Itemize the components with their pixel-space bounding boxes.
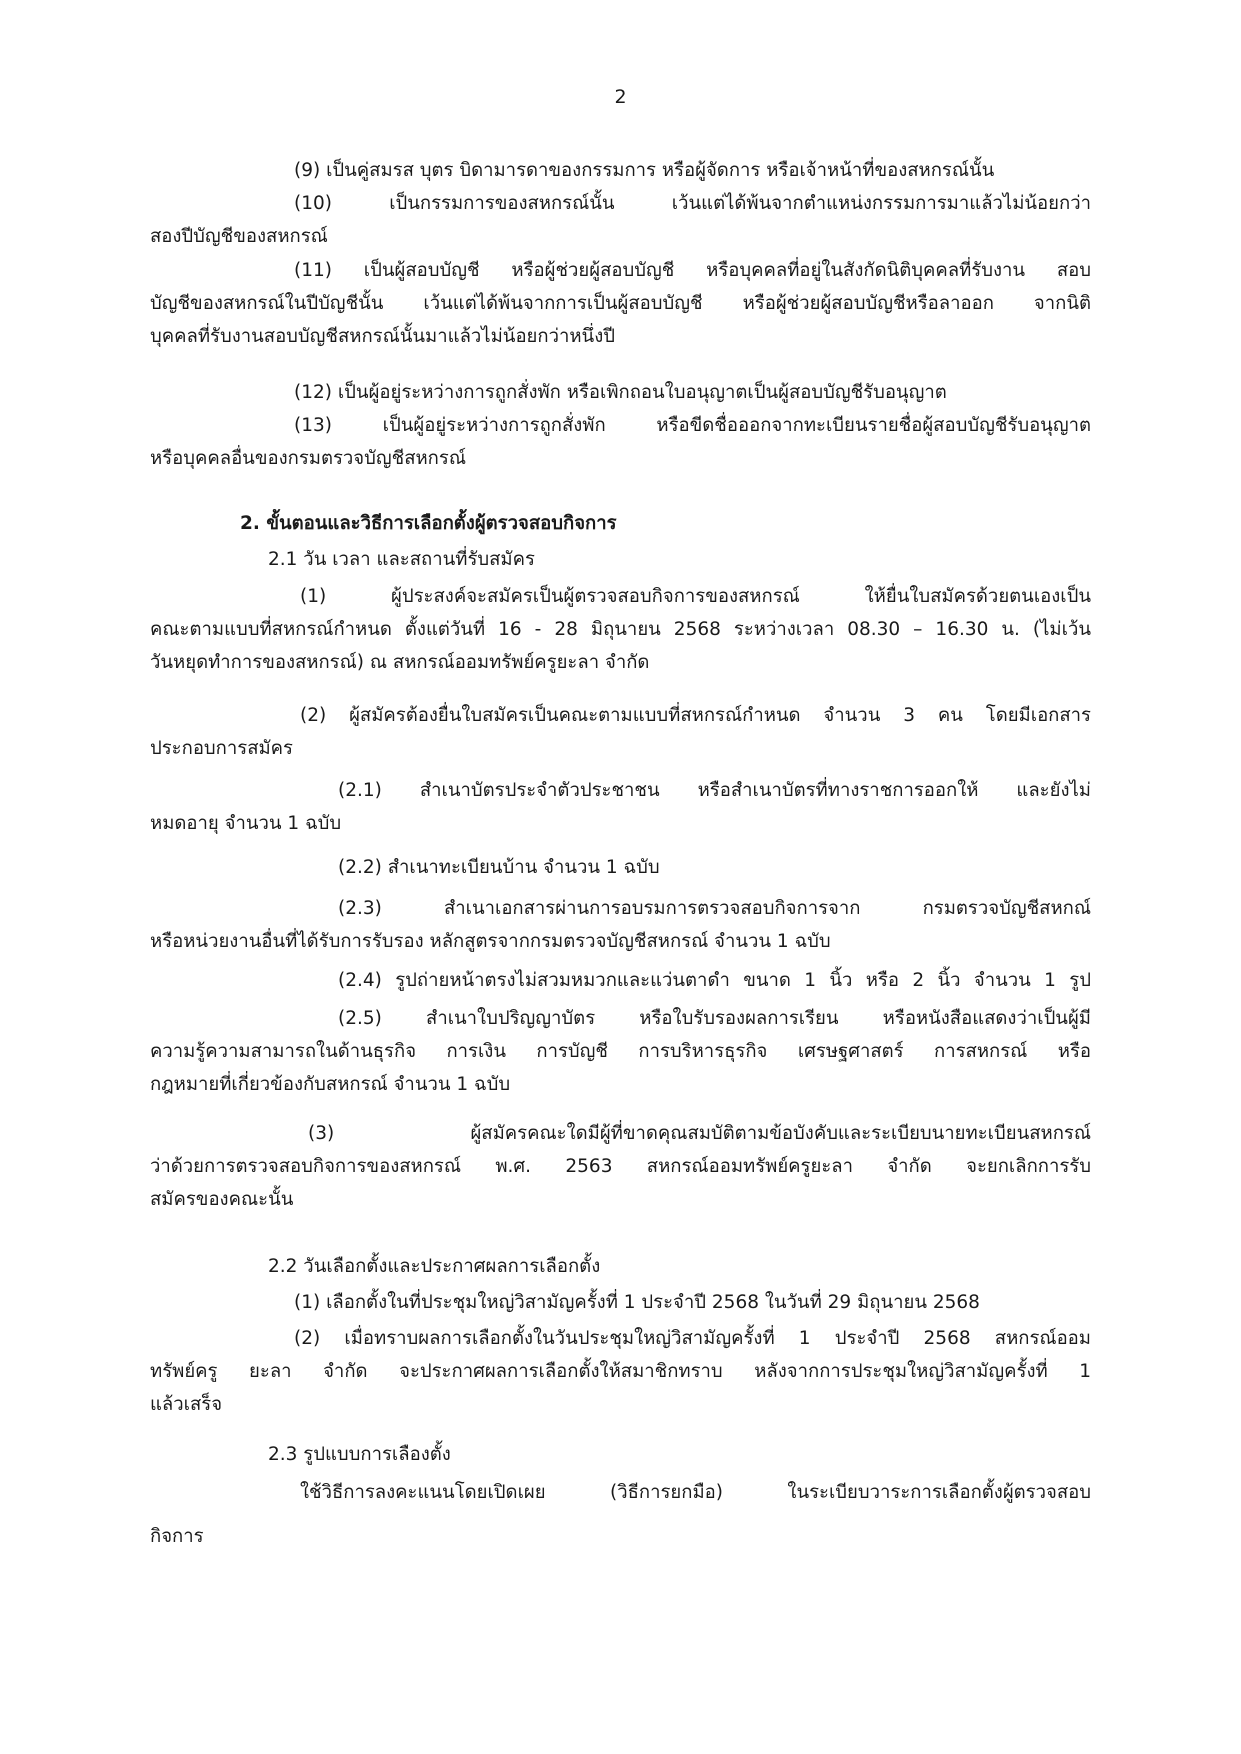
subsection-2-2-heading: 2.2 วันเลือกตั้งและประกาศผลการเลือกตั้ง [268, 1256, 601, 1277]
clause-9: (9) เป็นคู่สมรส บุตร บิดามารดาของกรรมการ หรือผู้จัดการ หรือเจ้าหน้าที่ของสหกรณ์นั้น [294, 160, 995, 181]
clause-10-line-1: (10) เป็นกรรมการของสหกรณ์นั้น เว้นแต่ได้พ้นจากตำแหน่งกรรมการมาแล้วไม่น้อยกว่า [294, 193, 1091, 214]
item-3-line-2: ว่าด้วยการตรวจสอบกิจการของสหกรณ์ พ.ศ. 2563 สหกรณ์ออมทรัพย์ครูยะลา จำกัด จะยกเลิกการรับ [150, 1156, 1091, 1177]
subsection-2-1-heading: 2.1 วัน เวลา และสถานที่รับสมัคร [268, 549, 535, 570]
clause-11-line-1: (11) เป็นผู้สอบบัญชี หรือผู้ช่วยผู้สอบบัญชี หรือบุคคลที่อยู่ในสังกัดนิติบุคคลที่รับงาน สอบ [294, 260, 1091, 281]
item-2-2-2-line-2: ทรัพย์ครู ยะลา จำกัด จะประกาศผลการเลือกตั้งให้สมาชิกทราบ หลังจากการประชุมใหญ่วิสามัญครั้งที่ 1 [150, 1361, 1091, 1382]
item-1-line-3: วันหยุดทำการของสหกรณ์) ณ สหกรณ์ออมทรัพย์ครูยะลา จำกัด [150, 652, 650, 673]
item-2-line-2: ประกอบการสมัคร [150, 738, 293, 759]
item-2-3-line-1: (2.3) สำเนาเอกสารผ่านการอบรมการตรวจสอบกิจการจาก กรมตรวจบัญชีสหกณ์ [338, 898, 1091, 919]
item-2-5-line-3: กฎหมายที่เกี่ยวข้องกับสหกรณ์ จำนวน 1 ฉบับ [150, 1074, 511, 1095]
item-3-line-1: (3) ผู้สมัครคณะใดมีผู้ที่ขาดคุณสมบัติตามข้อบังคับและระเบียบนายทะเบียนสหกรณ์ [308, 1123, 1091, 1144]
clause-13-line-1: (13) เป็นผู้อยู่ระหว่างการถูกสั่งพัก หรือขีดชื่อออกจากทะเบียนรายชื่อผู้สอบบัญชีรับอนุญาต [294, 415, 1091, 436]
clause-11-line-3: บุคคลที่รับงานสอบบัญชีสหกรณ์นั้นมาแล้วไม่น้อยกว่าหนึ่งปี [150, 326, 615, 347]
item-2-1-line-1: (2.1) สำเนาบัตรประจำตัวประชาชน หรือสำเนาบัตรที่ทางราชการออกให้ และยังไม่ [338, 780, 1091, 801]
clause-12: (12) เป็นผู้อยู่ระหว่างการถูกสั่งพัก หรือเพิกถอนใบอนุญาตเป็นผู้สอบบัญชีรับอนุญาต [294, 382, 947, 403]
item-2-3-line-2: กิจการ [150, 1526, 204, 1547]
item-2-5-line-2: ความรู้ความสามารถในด้านธุรกิจ การเงิน การบัญชี การบริหารธุรกิจ เศรษฐศาสตร์ การสหกรณ์ หรือ [150, 1041, 1091, 1062]
item-2-line-1: (2) ผู้สมัครต้องยื่นใบสมัครเป็นคณะตามแบบที่สหกรณ์กำหนด จำนวน 3 คน โดยมีเอกสาร [300, 705, 1091, 726]
item-1-line-1: (1) ผู้ประสงค์จะสมัครเป็นผู้ตรวจสอบกิจการของสหกรณ์ ให้ยื่นใบสมัครด้วยตนเองเป็น [300, 586, 1091, 607]
page-number: 2 [614, 86, 627, 108]
subsection-2-3-heading: 2.3 รูปแบบการเลืองตั้ง [268, 1444, 451, 1465]
item-2-3-line-2: หรือหน่วยงานอื่นที่ได้รับการรับรอง หลักสูตรจากกรมตรวจบัญชีสหกรณ์ จำนวน 1 ฉบับ [150, 931, 831, 952]
item-2-2-2-line-1: (2) เมื่อทราบผลการเลือกตั้งในวันประชุมใหญ่วิสามัญครั้งที่ 1 ประจำปี 2568 สหกรณ์ออม [294, 1328, 1091, 1349]
section-2-heading: 2. ขั้นตอนและวิธีการเลือกตั้งผู้ตรวจสอบกิจการ [240, 513, 617, 534]
item-2-5-line-1: (2.5) สำเนาใบปริญญาบัตร หรือใบรับรองผลการเรียน หรือหนังสือแสดงว่าเป็นผู้มี [338, 1008, 1091, 1029]
clause-10-line-2: สองปีบัญชีของสหกรณ์ [150, 226, 328, 247]
item-3-line-3: สมัครของคณะนั้น [150, 1189, 294, 1210]
item-2-3-line-1: ใช้วิธีการลงคะแนนโดยเปิดเผย (วิธีการยกมือ) ในระเบียบวาระการเลือกตั้งผู้ตรวจสอบ [300, 1482, 1091, 1503]
item-1-line-2: คณะตามแบบที่สหกรณ์กำหนด ตั้งแต่วันที่ 16 - 28 มิถุนายน 2568 ระหว่างเวลา 08.30 – 16.30 น. (ไม่เว้น [150, 619, 1091, 640]
item-2-2-2-line-3: แล้วเสร็จ [150, 1394, 223, 1415]
clause-11-line-2: บัญชีของสหกรณ์ในปีบัญชีนั้น เว้นแต่ได้พ้นจากการเป็นผู้สอบบัญชี หรือผู้ช่วยผู้สอบบัญชีหรือลาออก จากนิติ [150, 293, 1091, 314]
item-2-1-line-2: หมดอายุ จำนวน 1 ฉบับ [150, 813, 342, 834]
clause-13-line-2: หรือบุคคลอื่นของกรมตรวจบัญชีสหกรณ์ [150, 448, 466, 469]
item-2-2-1: (1) เลือกตั้งในที่ประชุมใหญ่วิสามัญครั้งที่ 1 ประจำปี 2568 ในวันที่ 29 มิถุนายน 2568 [294, 1292, 980, 1313]
item-2-2: (2.2) สำเนาทะเบียนบ้าน จำนวน 1 ฉบับ [338, 857, 660, 878]
item-2-4: (2.4) รูปถ่ายหน้าตรงไม่สวมหมวกและแว่นตาดำ ขนาด 1 นิ้ว หรือ 2 นิ้ว จำนวน 1 รูป [338, 970, 1091, 991]
